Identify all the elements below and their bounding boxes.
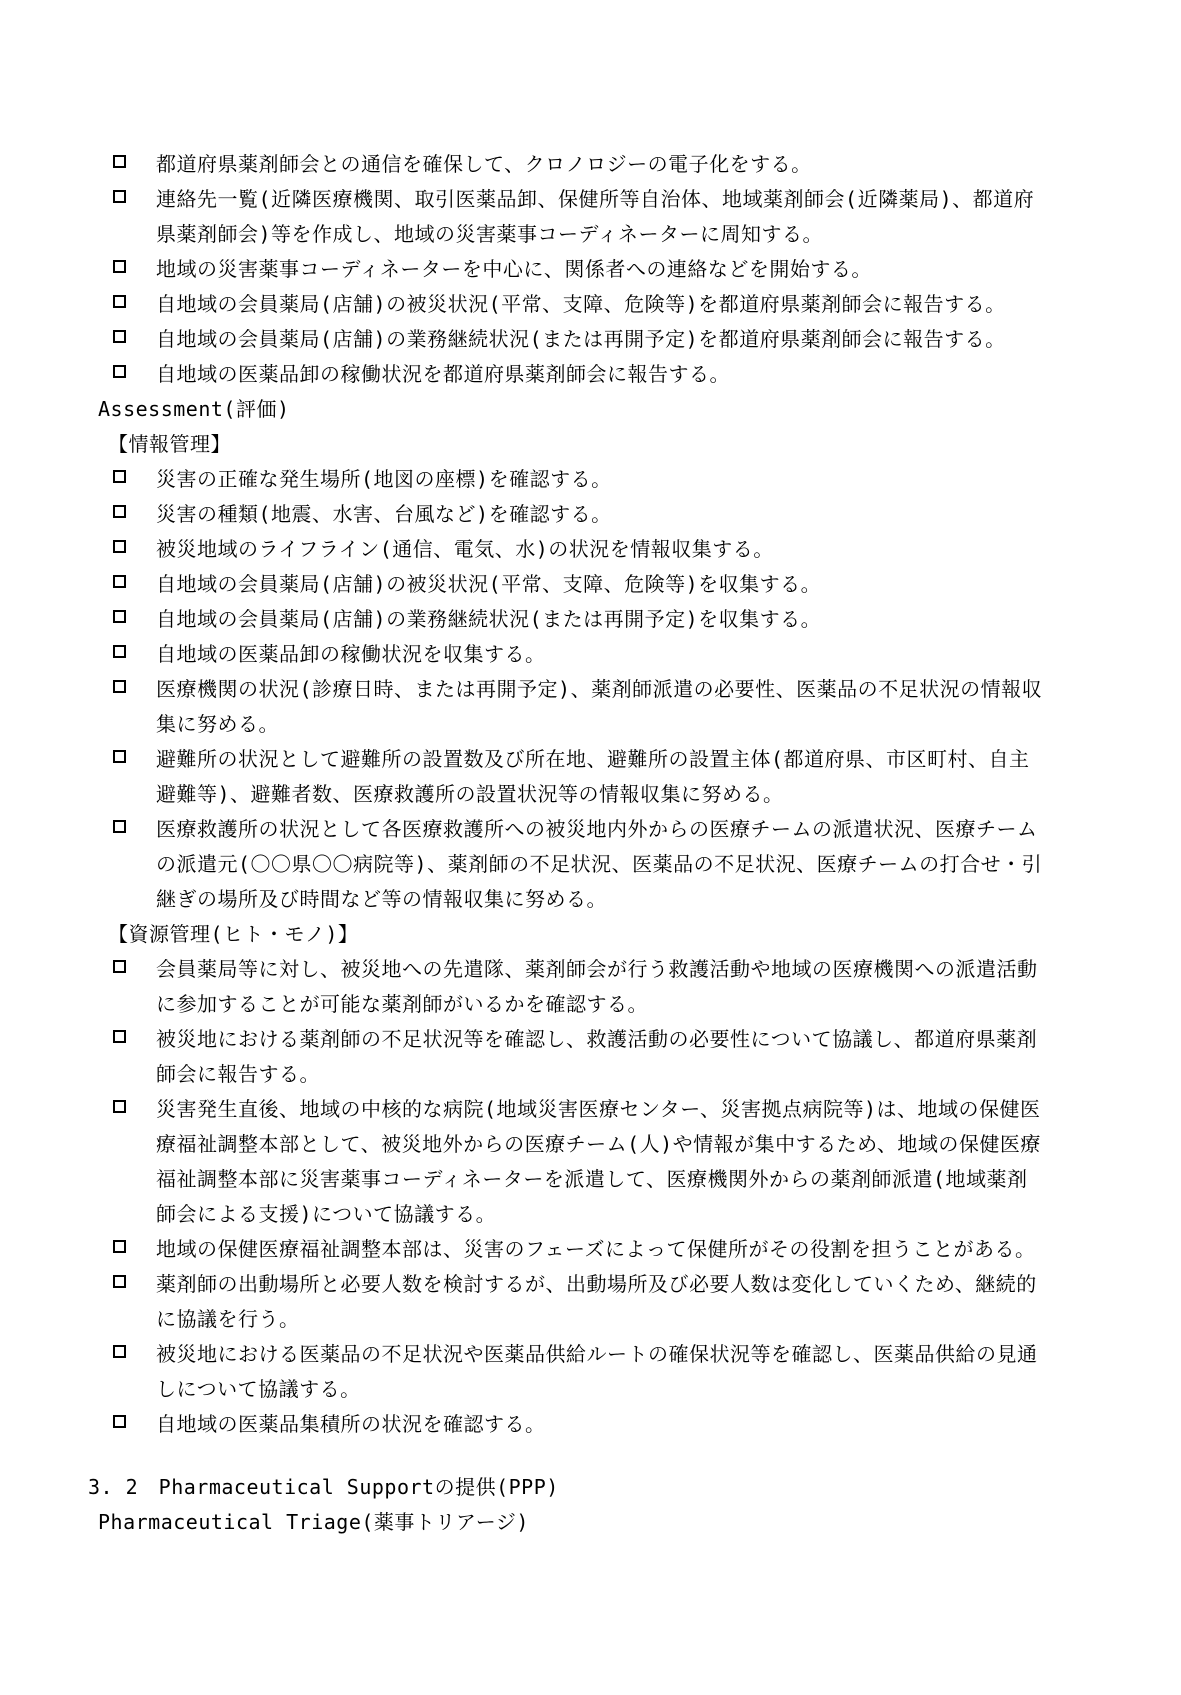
item-text: 連絡先一覧(近隣医療機関、取引医薬品卸、保健所等自治体、地域薬剤師会(近隣薬局)、都道府 県薬剤師会)等を作成し、地域の災害薬事コーディネーターに周知する。: [156, 187, 1035, 246]
checkbox[interactable]: [113, 1030, 126, 1043]
checkbox[interactable]: [113, 365, 126, 378]
info-management-heading: 【情報管理】: [108, 432, 231, 456]
item-text: 自地域の会員薬局(店舗)の被災状況(平常、支障、危険等)を収集する。: [156, 572, 822, 596]
item-text: 自地域の医薬品卸の稼働状況を収集する。: [156, 642, 546, 666]
item-text: 災害の正確な発生場所(地図の座標)を確認する。: [156, 467, 612, 491]
checkbox[interactable]: [113, 470, 126, 483]
item-text: 災害発生直後、地域の中核的な病院(地域災害医療センター、災害拠点病院等)は、地域の保健医 療福祉調整本部として、被災地外からの医療チーム(人)や情報が集中するため、地域の保健医療 福祉調整本部に災害薬事コーディネーターを派遣して、医療機関外からの薬剤師派遣(地域薬剤 師会による支援)について協議する。: [156, 1097, 1041, 1226]
item-text: 薬剤師の出動場所と必要人数を検討するが、出動場所及び必要人数は変化していくため、継続的 に協議を行う。: [156, 1272, 1037, 1331]
checkbox[interactable]: [113, 1275, 126, 1288]
checkbox[interactable]: [113, 1100, 126, 1113]
checkbox[interactable]: [113, 610, 126, 623]
item-text: 被災地における医薬品の不足状況や医薬品供給ルートの確保状況等を確認し、医薬品供給の見通 しについて協議する。: [156, 1342, 1038, 1401]
checkbox[interactable]: [113, 330, 126, 343]
checkbox[interactable]: [113, 540, 126, 553]
section-heading: 3. 2 Pharmaceutical Supportの提供(PPP): [88, 1475, 559, 1499]
checkbox[interactable]: [113, 750, 126, 763]
item-text: 自地域の会員薬局(店舗)の被災状況(平常、支障、危険等)を都道府県薬剤師会に報告する。: [156, 292, 1006, 316]
checkbox[interactable]: [113, 155, 126, 168]
item-text: 会員薬局等に対し、被災地への先遣隊、薬剤師会が行う救護活動や地域の医療機関への派遣活動 に参加することが可能な薬剤師がいるかを確認する。: [156, 957, 1038, 1016]
item-text: 自地域の医薬品集積所の状況を確認する。: [156, 1412, 546, 1436]
item-text: 地域の保健医療福祉調整本部は、災害のフェーズによって保健所がその役割を担うことがある。: [156, 1237, 1036, 1261]
checkbox[interactable]: [113, 295, 126, 308]
item-text: 自地域の医薬品卸の稼働状況を都道府県薬剤師会に報告する。: [156, 362, 730, 386]
checkbox[interactable]: [113, 645, 126, 658]
item-text: 自地域の会員薬局(店舗)の業務継続状況(または再開予定)を収集する。: [156, 607, 822, 631]
checkbox[interactable]: [113, 1415, 126, 1428]
checkbox[interactable]: [113, 505, 126, 518]
triage-heading: Pharmaceutical Triage(薬事トリアージ): [98, 1510, 529, 1534]
checkbox[interactable]: [113, 1240, 126, 1253]
checkbox[interactable]: [113, 575, 126, 588]
item-text: 地域の災害薬事コーディネーターを中心に、関係者への連絡などを開始する。: [156, 257, 872, 281]
assessment-heading: Assessment(評価): [98, 397, 290, 421]
item-text: 医療救護所の状況として各医療救護所への被災地内外からの医療チームの派遣状況、医療チーム の派遣元(〇〇県〇〇病院等)、薬剤師の不足状況、医薬品の不足状況、医療チームの打合せ・引 継ぎの場所及び時間など等の情報収集に努める。: [156, 817, 1043, 911]
item-text: 被災地域のライフライン(通信、電気、水)の状況を情報収集する。: [156, 537, 774, 561]
item-text: 自地域の会員薬局(店舗)の業務継続状況(または再開予定)を都道府県薬剤師会に報告する。: [156, 327, 1006, 351]
checkbox[interactable]: [113, 680, 126, 693]
item-text: 都道府県薬剤師会との通信を確保して、クロノロジーの電子化をする。: [156, 152, 812, 176]
item-text: 避難所の状況として避難所の設置数及び所在地、避難所の設置主体(都道府県、市区町村、自主 避難等)、避難者数、医療救護所の設置状況等の情報収集に努める。: [156, 747, 1030, 806]
item-text: 被災地における薬剤師の不足状況等を確認し、救護活動の必要性について協議し、都道府県薬剤 師会に報告する。: [156, 1027, 1038, 1086]
item-text: 災害の種類(地震、水害、台風など)を確認する。: [156, 502, 612, 526]
checkbox[interactable]: [113, 820, 126, 833]
checkbox[interactable]: [113, 190, 126, 203]
checkbox[interactable]: [113, 1345, 126, 1358]
checkbox[interactable]: [113, 960, 126, 973]
resource-management-heading: 【資源管理(ヒト・モノ)】: [108, 922, 359, 946]
item-text: 医療機関の状況(診療日時、または再開予定)、薬剤師派遣の必要性、医薬品の不足状況の情報収 集に努める。: [156, 677, 1043, 736]
checkbox[interactable]: [113, 260, 126, 273]
